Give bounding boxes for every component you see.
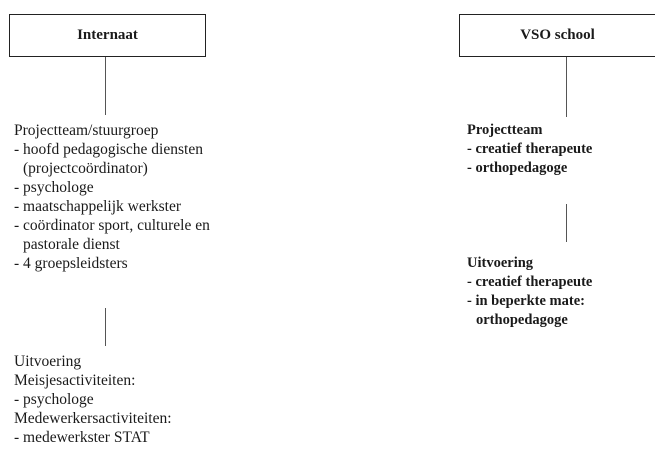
internaat-projectteam-line-4: - maatschappelijk werkster: [14, 198, 181, 215]
vso-projectteam-list: [467, 121, 592, 178]
internaat-projectteam-line-2: (projectcoördinator): [23, 160, 148, 177]
internaat-projectteam-line-0: Projectteam/stuurgroep: [14, 122, 159, 139]
internaat-uitvoering-list: [14, 352, 172, 447]
internaat-projectteam-line-7: - 4 groepsleidsters: [14, 255, 128, 272]
internaat-uitvoering-line-1: Meisjesactiviteiten:: [14, 372, 136, 389]
vso-school-box: [459, 14, 655, 57]
internaat-uitvoering-line-3: Medewerkersactiviteiten:: [14, 410, 172, 427]
vso-uitvoering-line-1: - creatief therapeute: [467, 274, 593, 290]
vso-uitvoering-line-0: Uitvoering: [467, 255, 534, 271]
vso-connector-top: [566, 57, 567, 117]
internaat-box-title: Internaat: [77, 27, 138, 43]
internaat-projectteam-line-3: - psychologe: [14, 179, 94, 196]
vso-projectteam-line-2: - orthopedagoge: [467, 160, 568, 176]
internaat-projectteam-line-6: pastorale dienst: [23, 236, 120, 253]
internaat-projectteam-line-5: - coördinator sport, culturele en: [14, 217, 210, 234]
internaat-projectteam-line-1: - hoofd pedagogische diensten: [14, 141, 203, 158]
vso-uitvoering-list: [467, 254, 592, 330]
internaat-connector-top: [105, 57, 106, 115]
internaat-uitvoering-line-2: - psychologe: [14, 391, 94, 408]
vso-uitvoering-line-2: - in beperkte mate:: [467, 293, 585, 309]
vso-school-box-title: VSO school: [520, 27, 595, 43]
internaat-connector-bottom: [105, 308, 106, 346]
internaat-uitvoering-line-0: Uitvoering: [14, 353, 82, 370]
vso-projectteam-line-0: Projectteam: [467, 122, 543, 138]
internaat-projectteam-list: [14, 121, 210, 273]
vso-uitvoering-line-3: orthopedagoge: [476, 312, 568, 328]
vso-connector-bottom: [566, 204, 567, 242]
internaat-uitvoering-line-4: - medewerkster STAT: [14, 429, 150, 446]
internaat-box: [9, 14, 206, 57]
vso-projectteam-line-1: - creatief therapeute: [467, 141, 593, 157]
